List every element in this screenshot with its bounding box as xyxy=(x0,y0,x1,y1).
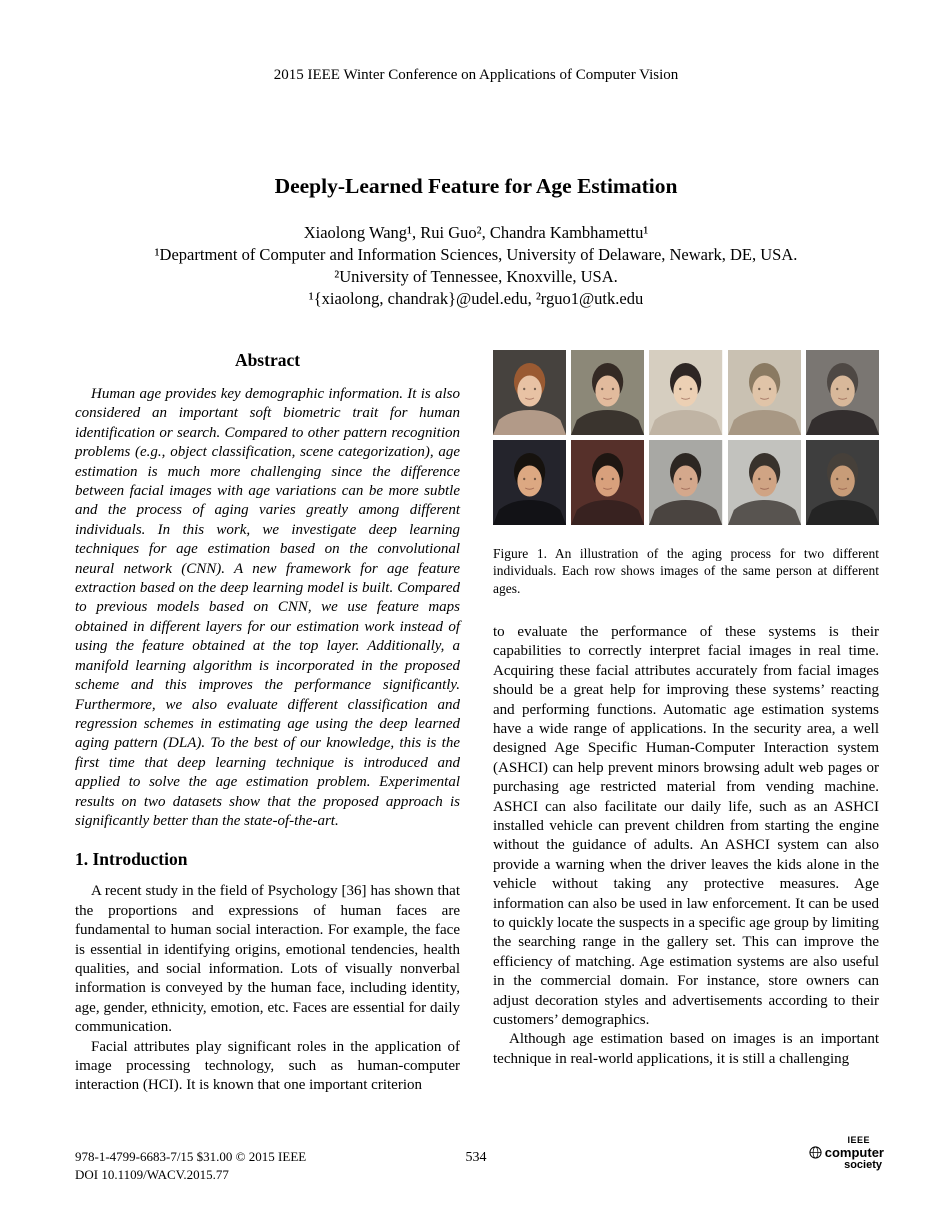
face-photo-woman-older xyxy=(728,350,801,435)
face-photo-woman-adult xyxy=(571,350,644,435)
page-number: 534 xyxy=(465,1150,487,1165)
computer-logo-text: computer xyxy=(824,1145,884,1160)
ieee-logo-text: IEEE xyxy=(847,1135,870,1145)
abstract-text: Human age provides key demographic information. It is also considered an important soft biometric trait for human identification or search. Compared to other pattern recognition problems (e.g., object classification, scene categorization), age estimation is much more challenging since the difference between facial images with age variations can be more subtle and the process of aging varies greatly among different individuals. In this work, we investigate deep learning techniques for age estimation based on the convolutional neural network (CNN). A new framework for age feature extraction based on the deep learning model is built. Compared to previous models based on CNN, we use feature maps obtained in different layers for our estimation work instead of using the feature obtained at the top layer. Additionally, a manifold learning algorithm is incorporated in the proposed scheme and this improves the performance significantly. Furthermore, we also evaluate different classification and regression schemes in estimating age using the deep learned aging pattern (DLA). To the best of our knowledge, this is the first time that deep learning technique is introduced and applied to solve the age estimation problem. Experimental results on two datasets show that the proposed approach is significantly better than the state-of-the-art. xyxy=(75,386,460,829)
face-photo-woman-elderly xyxy=(806,350,879,435)
face-photo-woman-young xyxy=(493,350,566,435)
abstract-heading: Abstract xyxy=(234,350,301,370)
figure-1 xyxy=(493,350,879,597)
right-paragraph-2: Although age estimation based on images is an important technique in real-world applications, it is still a challenging xyxy=(493,1031,879,1067)
email-line: ¹{xiaolong, chandrak}@udel.edu, ²rguo1@utk.edu xyxy=(308,289,644,308)
author-block xyxy=(0,222,952,310)
face-photo-man-older xyxy=(728,440,801,525)
author-line: Xiaolong Wang¹, Rui Guo², Chandra Kambhamettu¹ xyxy=(303,223,649,242)
intro-paragraph-2: Facial attributes play significant roles in the application of image processing technology, such as human-computer interaction (HCI). It is known that one important criterion xyxy=(75,1038,460,1094)
society-logo-text: society xyxy=(844,1159,882,1171)
footer-copyright-line: 978-1-4799-6683-7/15 $31.00 © 2015 IEEE xyxy=(75,1149,307,1164)
affiliation-line-1: ¹Department of Computer and Information Sciences, University of Delaware, Newark, DE, USA. xyxy=(154,245,798,264)
conference-header: 2015 IEEE Winter Conference on Applications of Computer Vision xyxy=(273,67,679,83)
intro-paragraph-1: A recent study in the field of Psychology [36] has shown that the proportions and expressions of human faces are fundamental to human social interaction. For example, the face is essential in identifying origins, emotional tendencies, health qualities, and social information. Lots of visually nonverbal information is conveyed by the human face, including identity, age, gender, ethnicity, emotion, etc. Faces are essential for daily communication. xyxy=(75,883,460,1036)
paper-title: Deeply-Learned Feature for Age Estimation xyxy=(274,174,678,199)
right-column xyxy=(493,350,879,1069)
ieee-computer-society-logo xyxy=(809,1136,884,1171)
footer-doi-line: DOI 10.1109/WACV.2015.77 xyxy=(75,1167,229,1182)
section-heading-introduction: 1. Introduction xyxy=(75,849,188,870)
globe-icon xyxy=(809,1146,822,1159)
face-photo-woman-middle-aged xyxy=(649,350,722,435)
cs-logo-row xyxy=(809,1146,884,1159)
right-paragraph-1: to evaluate the performance of these systems is their capabilities to correctly interpret facial images in real time. Acquiring these facial attributes accurately from facial images should be a great help for improving these systems’ reacting and performing functions. Automatic age estimation systems have a wide range of applications. In the security area, a well designed Age Specific Human-Computer Interaction system (ASHCI) can help prevent minors browsing adult web pages or purchasing age restricted material from vending machine. ASHCI can also facilitate our daily life, such as an ASHCI installed vehicle can prevent children from starting the engine without the guidance of adults. An ASHCI system can also provide a warning when the driver leaves the kids alone in the vehicle without taking any protective measures. Age information can also be used in law enforcement. It can be used to quickly locate the suspects in a specific age group by limiting the searching range in the gallery set. This can improve the efficiency of matching. Age estimation systems are also useful in the commercial domain. For instance, store owners can adjust decoration styles and advertisements according to their customers’ demographics. xyxy=(493,623,879,1029)
face-photo-man-elderly xyxy=(806,440,879,525)
face-photo-man-adult xyxy=(571,440,644,525)
affiliation-line-2: ²University of Tennessee, Knoxville, USA. xyxy=(334,267,618,286)
figure-image-grid xyxy=(493,350,879,525)
face-photo-man-middle-aged xyxy=(649,440,722,525)
face-photo-man-young xyxy=(493,440,566,525)
left-column xyxy=(75,350,460,1096)
figure-1-caption: Figure 1. An illustration of the aging process for two different individuals. Each row shows images of the same person at different ages. xyxy=(493,546,879,596)
